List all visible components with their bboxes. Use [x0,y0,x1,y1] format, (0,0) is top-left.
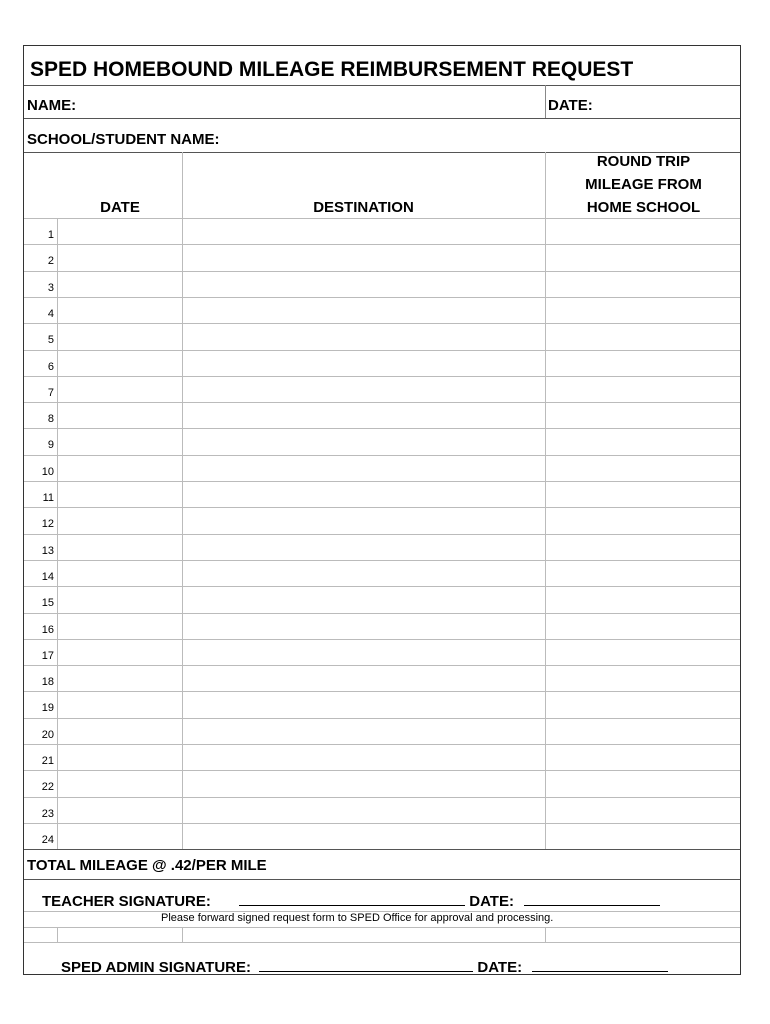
mileage-header-line: MILEAGE FROM [585,176,702,193]
row-divider [24,244,740,245]
row-divider [24,586,740,587]
teacher-date-label: DATE: [469,893,514,910]
forward-note: Please forward signed request form to SPED Office for approval and processing. [161,912,554,924]
divider [24,85,740,86]
row-divider [24,718,740,719]
row-divider [24,534,740,535]
divider [24,118,740,119]
row-divider [24,428,740,429]
row-number: 19 [41,702,54,714]
row-divider [24,481,740,482]
row-number: 21 [41,755,54,767]
teacher-signature-label: TEACHER SIGNATURE: [42,893,211,910]
row-divider [24,770,740,771]
row-number: 15 [41,597,54,609]
row-number: 4 [47,308,54,320]
admin-signature-row [61,957,668,976]
row-divider [24,455,740,456]
row-number: 16 [41,624,54,636]
row-divider [24,507,740,508]
row-number: 1 [47,229,54,241]
date-label: DATE: [548,97,593,114]
column-header-date: DATE [100,199,140,216]
column-divider [57,927,58,942]
mileage-form [23,45,741,975]
admin-signature-label: SPED ADMIN SIGNATURE: [61,959,252,976]
row-divider [24,744,740,745]
teacher-signature-line[interactable] [239,891,465,906]
admin-signature-line[interactable] [259,957,473,972]
row-divider [24,691,740,692]
divider [24,942,740,943]
teacher-date-line[interactable] [524,891,660,906]
row-divider [24,402,740,403]
row-number: 5 [47,334,54,346]
row-divider [24,797,740,798]
row-number: 10 [41,466,54,478]
row-number: 22 [41,781,54,793]
teacher-signature-row [42,891,660,910]
row-number: 12 [41,518,54,530]
row-number: 20 [41,729,54,741]
divider [24,927,740,928]
row-number: 7 [47,387,54,399]
row-divider [24,218,740,219]
row-divider [24,639,740,640]
form-title: SPED HOMEBOUND MILEAGE REIMBURSEMENT REQUEST [30,58,634,81]
row-divider [24,271,740,272]
admin-date-label: DATE: [477,959,523,976]
school-student-name-label: SCHOOL/STUDENT NAME: [27,131,220,148]
mileage-header-line: ROUND TRIP [596,153,691,170]
row-divider [24,297,740,298]
divider [24,879,740,880]
row-number: 17 [41,650,54,662]
row-number: 18 [41,676,54,688]
mileage-header-line: HOME SCHOOL [586,199,701,216]
row-number: 24 [41,834,54,846]
row-number: 23 [41,808,54,820]
row-divider [24,665,740,666]
row-number: 8 [47,413,54,425]
row-number: 9 [47,439,54,451]
column-divider [182,927,183,942]
row-number: 13 [41,545,54,557]
total-mileage-label: TOTAL MILEAGE @ .42/PER MILE [27,857,267,874]
column-header-mileage [545,150,742,219]
row-number: 6 [47,361,54,373]
divider [545,85,546,118]
admin-date-line[interactable] [532,957,668,972]
row-number: 2 [47,255,54,267]
row-divider [24,560,740,561]
name-label: NAME: [27,97,77,114]
divider [24,849,740,850]
row-divider [24,823,740,824]
column-divider [545,927,546,942]
row-number: 3 [47,282,54,294]
row-number: 14 [41,571,54,583]
row-divider [24,376,740,377]
row-divider [24,323,740,324]
column-header-destination: DESTINATION [313,199,414,216]
row-divider [24,613,740,614]
row-number: 11 [42,492,54,504]
row-divider [24,350,740,351]
